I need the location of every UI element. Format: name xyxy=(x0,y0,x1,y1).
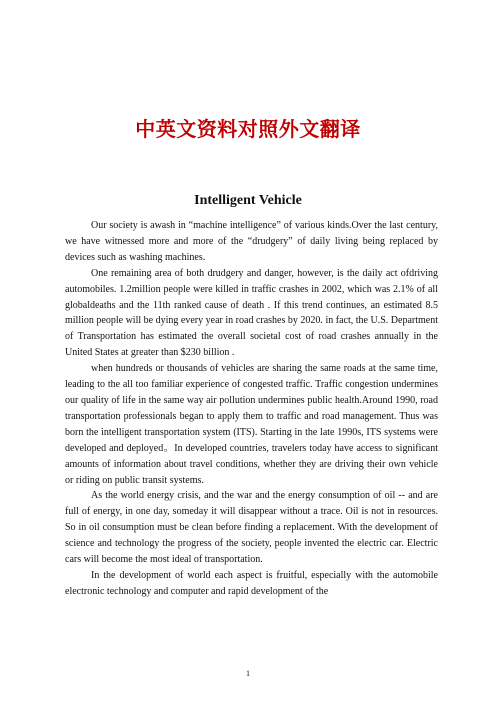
page-number: 1 xyxy=(246,669,250,678)
document-title: 中英文资料对照外文翻译 xyxy=(135,117,361,141)
article-title: Intelligent Vehicle xyxy=(194,193,302,208)
paragraph: In the development of world each aspect is fruitful, especially with the automobile electronic technology and computer and rapid development of the xyxy=(65,569,438,597)
paragraph: As the world energy crisis, and the war and the energy consumption of oil -- and are full of energy, in one day, someday it will disappear without a trace. Oil is not in resources. So in oil consumption must be clean before finding a replacement. With the development of science and technology the progress of the society, people invented the electric car. Electric cars will become the most ideal of transportation. xyxy=(65,490,438,566)
paragraph: Our society is awash in “machine intelligence” of various kinds.Over the last century, we have witnessed more and more of the “drudgery” of daily living being replaced by devices such as washing machines. xyxy=(65,220,438,263)
article-body xyxy=(65,218,438,600)
paragraph: when hundreds or thousands of vehicles are sharing the same roads at the same time, leading to the all too familiar experience of congested traffic. Traffic congestion undermines our quality of life in the same way air pollution undermines public health.Around 1990, road transportation professionals began to apply them to traffic and road management. Thus was born the intelligent transportation system (ITS). Starting in the late 1990s, ITS systems were developed and deployed。In developed countries, travelers today have access to significant amounts of information about travel conditions, whether they are driving their own vehicle or riding on public transit systems. xyxy=(65,363,438,486)
paragraph: One remaining area of both drudgery and danger, however, is the daily act ofdriving automobiles. 1.2million people were killed in traffic crashes in 2002, which was 2.1% of all globaldeaths and the 11th ranked cause of death . If this trend continues, an estimated 8.5 million people will be dying every year in road crashes by 2020. in fact, the U.S. Department of Transportation has estimated the overall societal cost of road crashes annually in the United States at greater than $230 billion . xyxy=(65,267,438,359)
